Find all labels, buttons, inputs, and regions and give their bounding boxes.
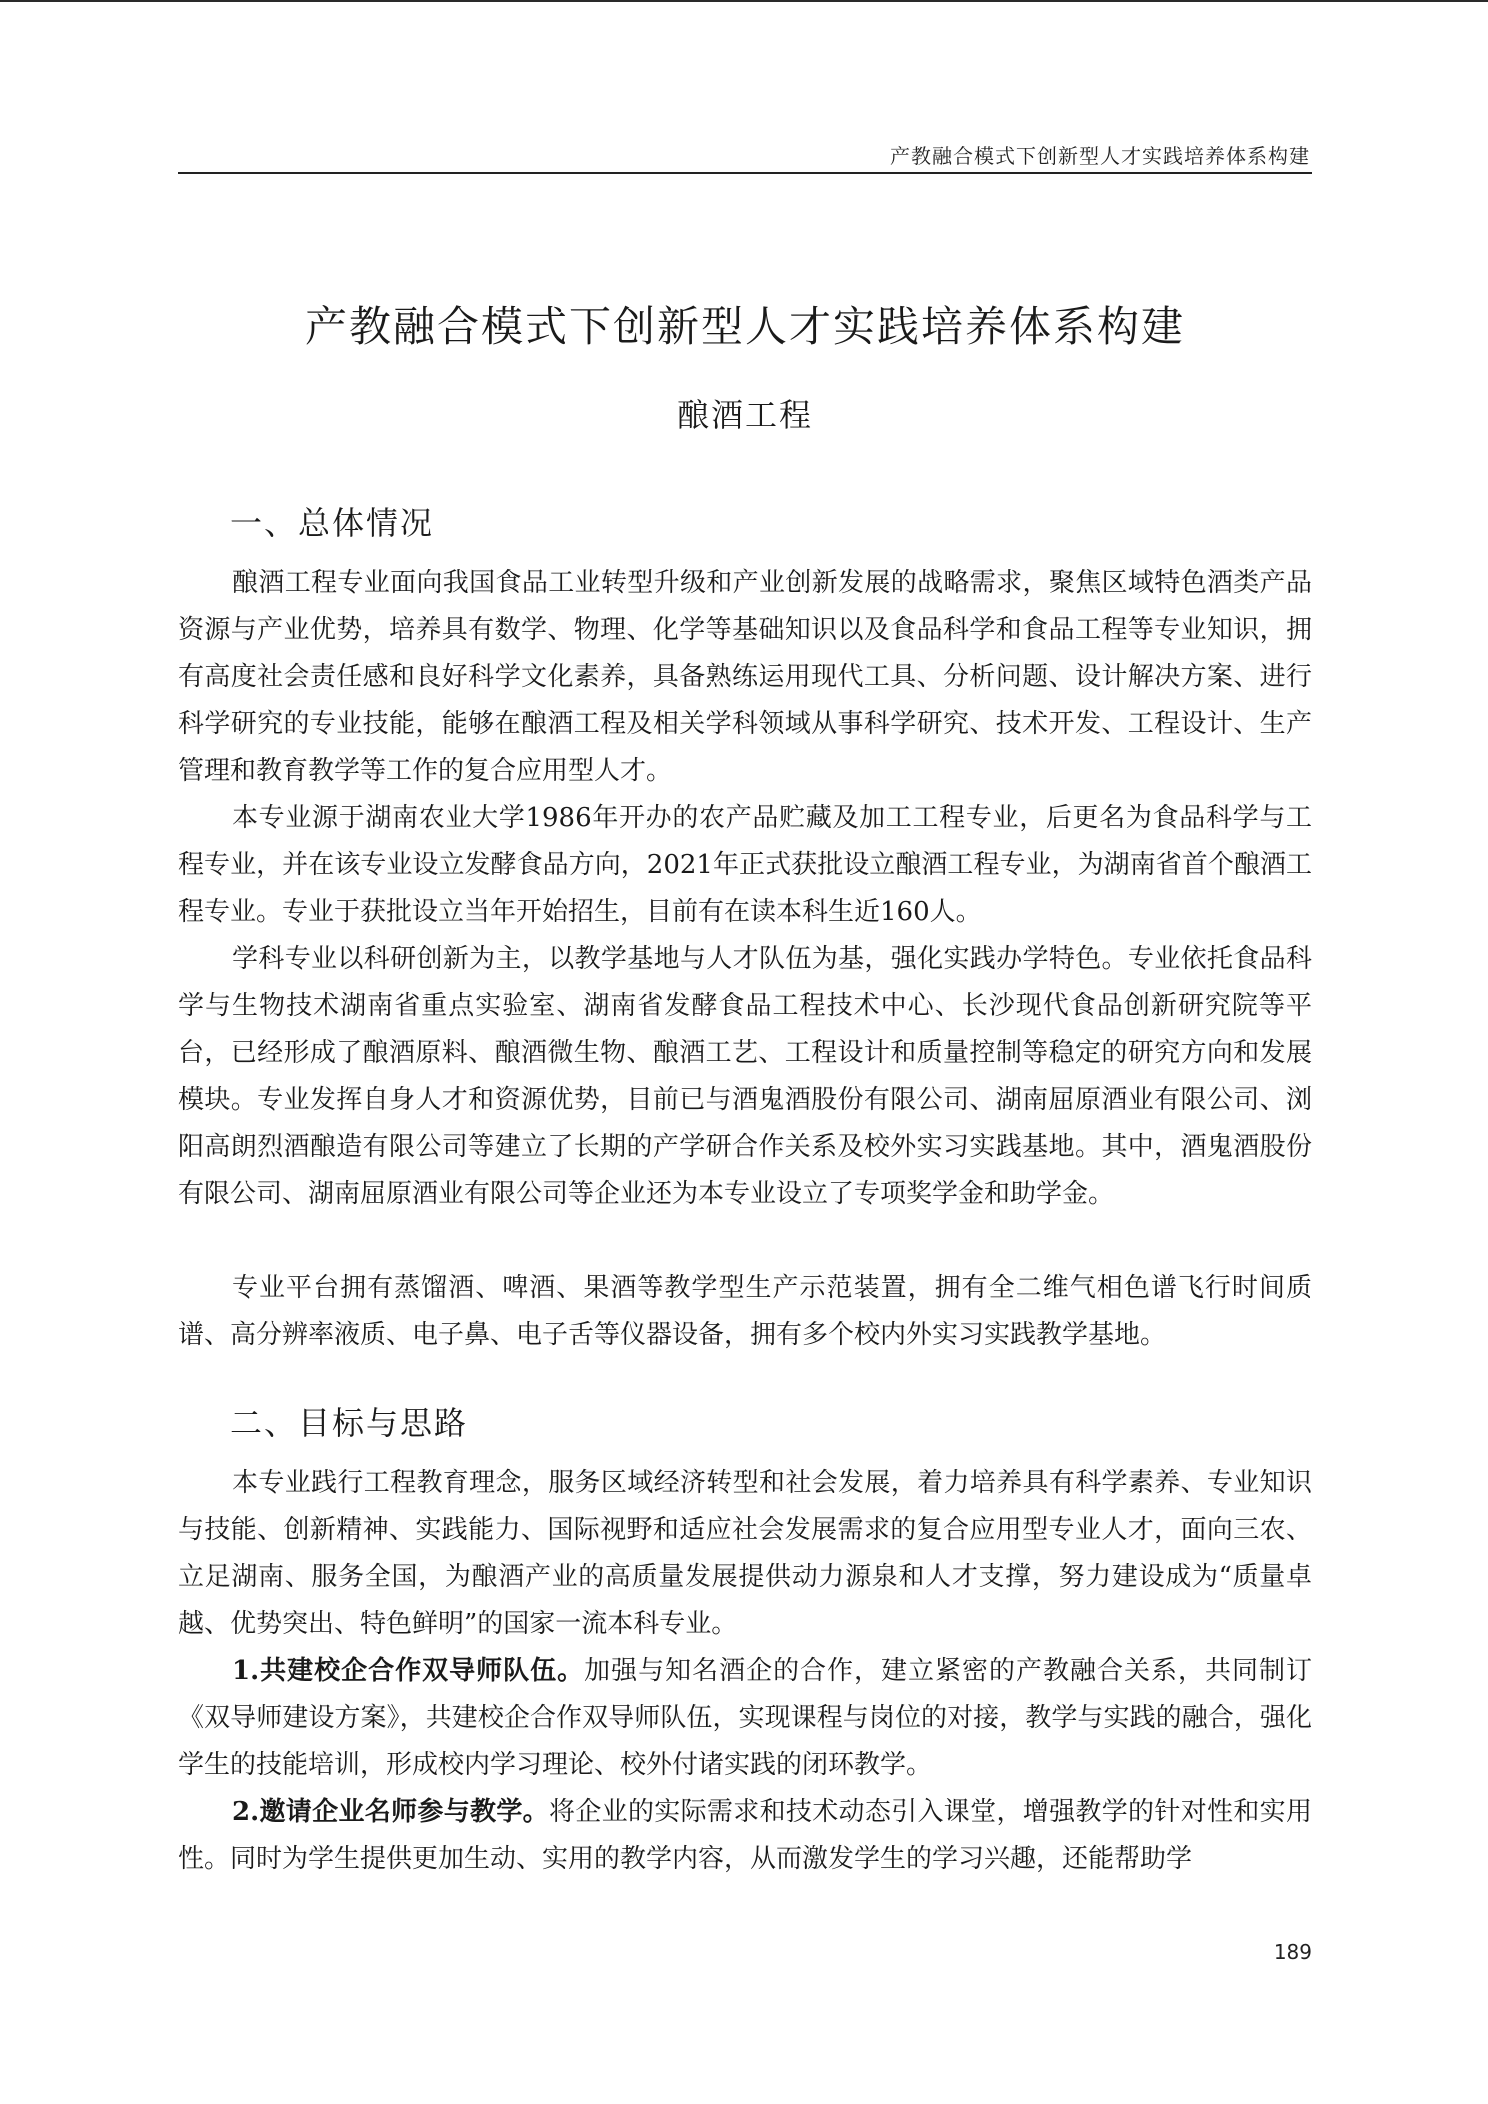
page-title: 产教融合模式下创新型人才实践培养体系构建	[304, 302, 1185, 351]
list-item	[178, 1648, 1312, 1789]
list-item-lead: 2.邀请企业名师参与教学。	[232, 1797, 549, 1827]
paragraph: 酿酒工程专业面向我国食品工业转型升级和产业创新发展的战略需求，聚焦区域特色酒类产品资源与产业优势，培养具有数学、物理、化学等基础知识以及食品科学和食品工程等专业知识，拥有高度社会责任感和良好科学文化素养，具备熟练运用现代工具、分析问题、设计解决方案、进行科学研究的专业技能，能够在酿酒工程及相关学科领域从事科学研究、技术开发、工程设计、生产管理和教育教学等工作的复合应用型人才。	[178, 568, 1312, 786]
list-item-lead: 1.共建校企合作双导师队伍。	[232, 1656, 585, 1686]
running-header: 产教融合模式下创新型人才实践培养体系构建	[890, 144, 1310, 168]
list-item	[178, 1789, 1312, 1883]
section-heading-goals: 二、目标与思路	[230, 1404, 469, 1442]
page-subtitle: 酿酒工程	[676, 396, 813, 434]
header-rule	[178, 172, 1312, 174]
top-border	[0, 0, 1488, 2]
list-item-text: 将企业的实际需求和技术动态引入课堂，增强教学的针对性和实用性。同时为学生提供更加生动、实用的教学内容，从而激发学生的学习兴趣，还能帮助学	[178, 1797, 1312, 1874]
paragraph: 本专业践行工程教育理念，服务区域经济转型和社会发展，着力培养具有科学素养、专业知识与技能、创新精神、实践能力、国际视野和适应社会发展需求的复合应用型专业人才，面向三农、立足湖南、服务全国，为酿酒产业的高质量发展提供动力源泉和人才支撑，努力建设成为“质量卓越、优势突出、特色鲜明”的国家一流本科专业。	[178, 1468, 1312, 1639]
paragraph: 本专业源于湖南农业大学1986年开办的农产品贮藏及加工工程专业，后更名为食品科学与工程专业，并在该专业设立发酵食品方向，2021年正式获批设立酿酒工程专业，为湖南省首个酿酒工程专业。专业于获批设立当年开始招生，目前有在读本科生近160人。	[178, 803, 1312, 927]
list-item-text: 加强与知名酒企的合作，建立紧密的产教融合关系，共同制订《双导师建设方案》，共建校企合作双导师队伍，实现课程与岗位的对接，教学与实践的融合，强化学生的技能培训，形成校内学习理论、校外付诸实践的闭环教学。	[178, 1656, 1312, 1780]
paragraph: 学科专业以科研创新为主，以教学基地与人才队伍为基，强化实践办学特色。专业依托食品科学与生物技术湖南省重点实验室、湖南省发酵食品工程技术中心、长沙现代食品创新研究院等平台，已经形成了酿酒原料、酿酒微生物、酿酒工艺、工程设计和质量控制等稳定的研究方向和发展模块。专业发挥自身人才和资源优势，目前已与酒鬼酒股份有限公司、湖南屈原酒业有限公司、浏阳高朗烈酒酿造有限公司等建立了长期的产学研合作关系及校外实习实践基地。其中，酒鬼酒股份有限公司、湖南屈原酒业有限公司等企业还为本专业设立了专项奖学金和助学金。	[178, 944, 1312, 1209]
page-number: 189	[1273, 1940, 1312, 1964]
section-heading-overview: 一、总体情况	[230, 504, 435, 542]
paragraph: 专业平台拥有蒸馏酒、啤酒、果酒等教学型生产示范装置，拥有全二维气相色谱飞行时间质谱、高分辨率液质、电子鼻、电子舌等仪器设备，拥有多个校内外实习实践教学基地。	[178, 1273, 1312, 1350]
